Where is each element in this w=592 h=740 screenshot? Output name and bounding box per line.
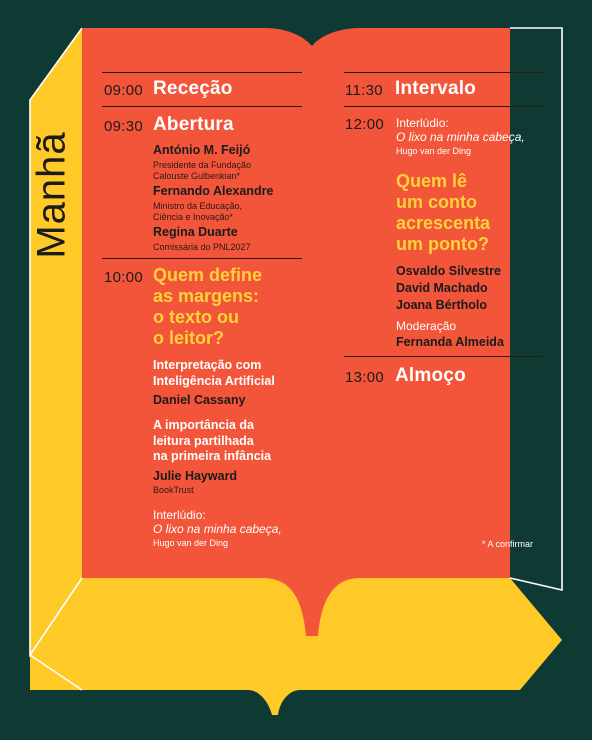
divider: [344, 72, 542, 73]
panel-speaker: David Machado: [396, 281, 488, 295]
time-reception: 09:00: [104, 82, 144, 99]
opening-speakers: [153, 143, 303, 253]
break-title: Intervalo: [395, 78, 476, 99]
speaker-role: Calouste Gulbenkian*: [153, 171, 241, 181]
opening-title: Abertura: [153, 114, 234, 135]
time-session: 10:00: [104, 269, 144, 286]
footnote: * A confirmar: [482, 539, 534, 549]
section-label-text: Manhã: [29, 131, 74, 259]
session-title-line: um ponto?: [396, 234, 489, 254]
interlude-left: [153, 508, 313, 548]
interlude-label: Interlúdio:: [153, 508, 206, 522]
interlude-work: O lixo na minha cabeça,: [153, 522, 282, 536]
time-session-right: 12:00: [345, 116, 385, 133]
session-title-line: o texto ou: [153, 307, 239, 327]
session-title-line: um conto: [396, 192, 477, 212]
lunch-title: Almoço: [395, 365, 466, 386]
time-break: 11:30: [345, 82, 383, 99]
speaker-name: António M. Feijó: [153, 143, 251, 157]
session-title-line: Quem define: [153, 265, 263, 285]
divider: [102, 72, 302, 73]
divider: [102, 106, 302, 107]
talk-2: [153, 418, 313, 496]
interlude-label: Interlúdio:: [396, 116, 449, 130]
panel-speaker: Joana Bértholo: [396, 298, 487, 312]
session-title-line: Quem lê: [396, 171, 468, 191]
moderator-name: Fernanda Almeida: [396, 335, 504, 349]
speaker-role: Ciência e Inovação*: [153, 212, 234, 222]
talk-title-line: leitura partilhada: [153, 433, 254, 448]
interlude-right: [396, 116, 546, 156]
panel-speakers: [396, 263, 546, 350]
talk-speaker: Daniel Cassany: [153, 393, 246, 407]
talk-title-line: na primeira infância: [153, 449, 272, 463]
speaker-role: Presidente da Fundação: [153, 160, 252, 170]
book-bottom-pages: [30, 578, 562, 715]
speaker-name: Regina Duarte: [153, 225, 238, 239]
time-lunch: 13:00: [345, 369, 385, 386]
divider: [102, 258, 302, 259]
speaker-name: Fernando Alexandre: [153, 184, 274, 198]
moderation-label: Moderação: [396, 319, 457, 333]
divider: [344, 106, 542, 107]
speaker-role: Comissária do PNL2027: [153, 242, 251, 252]
section-label: [30, 100, 74, 290]
talk-title-line: Inteligência Artificial: [153, 373, 275, 388]
session-title-right: [396, 171, 490, 255]
talk-1: [153, 358, 313, 408]
interlude-author: Hugo van der Ding: [153, 538, 229, 548]
talk-affiliation: BookTrust: [153, 484, 194, 495]
session-title-line: o leitor?: [153, 328, 224, 348]
interlude-work: O lixo na minha cabeça,: [396, 130, 525, 144]
time-opening: 09:30: [104, 118, 144, 135]
session-title: [153, 265, 262, 349]
reception-title: Receção: [153, 78, 233, 99]
session-title-line: acrescenta: [396, 213, 491, 233]
panel-speaker: Osvaldo Silvestre: [396, 264, 501, 278]
talk-speaker: Julie Hayward: [153, 468, 238, 483]
divider: [344, 356, 542, 357]
speaker-role: Ministro da Educação,: [153, 201, 243, 211]
talk-title-line: Interpretação com: [153, 358, 262, 372]
session-title-line: as margens:: [153, 286, 260, 306]
talk-title-line: A importância da: [153, 418, 254, 432]
interlude-author: Hugo van der Ding: [396, 146, 472, 156]
